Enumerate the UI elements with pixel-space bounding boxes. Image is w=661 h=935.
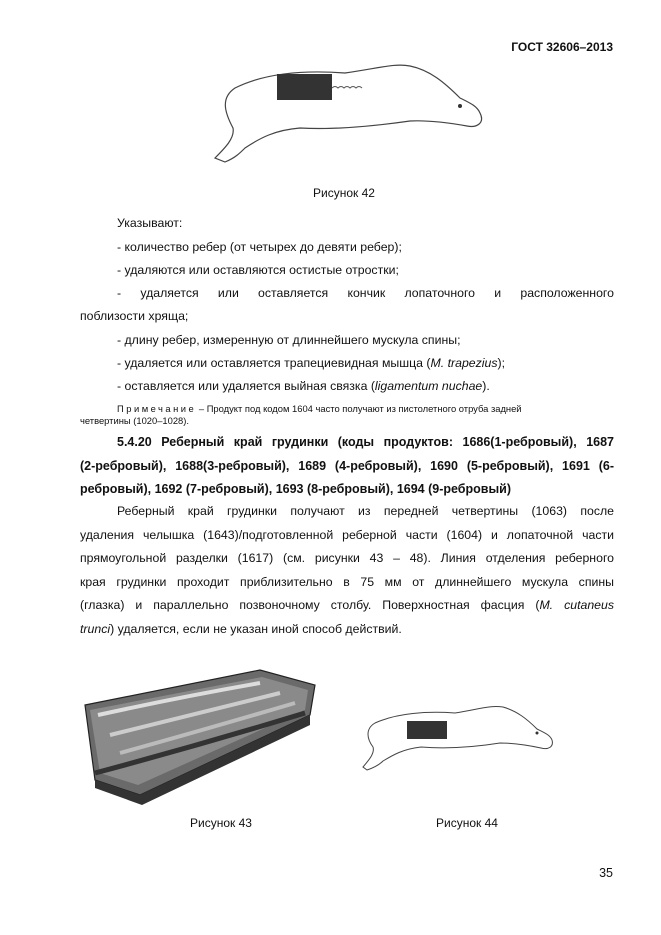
section-paragraph-line-5-latin: M. cutaneus [539, 598, 614, 612]
section-paragraph-line-6-text: ) удаляется, если не указан иной способ действий. [110, 621, 402, 636]
section-paragraph-line-4: края грудинки проходит приблизительно в 75 мм от длиннейшего мускула спины [80, 574, 614, 589]
section-paragraph-line-5-text: (глазка) и параллельно позвоночному столбу. Поверхностная фасция ( [80, 598, 540, 612]
note-text: – Продукт под кодом 1604 часто получают из пистолетного отруба задней [196, 403, 522, 414]
section-paragraph-line-5 [80, 594, 614, 618]
specify-item-1: - количество ребер (от четырех до девяти ребер); [117, 240, 402, 254]
figure-44-caption: Рисунок 44 [436, 816, 498, 830]
specify-item-3-cont: поблизости хряща; [80, 309, 189, 323]
specify-item-5-text: - удаляется или оставляется трапециевидная мышца ( [117, 356, 431, 370]
specify-item-6-end: ). [482, 379, 490, 393]
figure-43-rib-plate [80, 655, 320, 805]
specify-item-5-end: ); [497, 356, 506, 370]
document-standard-code: ГОСТ 32606–2013 [511, 40, 613, 54]
section-heading-line-1: 5.4.20 Реберный край грудинки (коды продуктов: 1686(1-ребровый), 1687 [117, 435, 614, 449]
figure-42-carcass-outline [205, 58, 505, 178]
specify-item-4: - длину ребер, измеренную от длиннейшего мускула спины; [117, 333, 461, 347]
figure-44-carcass-outline [355, 695, 565, 775]
page-number: 35 [599, 866, 613, 880]
section-paragraph-line-2: удаления челышка (1643)/подготовленной реберной части (1604) и лопаточной части [80, 527, 614, 542]
note-label: Примечание [117, 403, 197, 414]
specify-item-6-latin: ligamentum nuchae [374, 379, 483, 393]
specify-item-5 [117, 352, 505, 376]
note [80, 403, 614, 427]
specify-item-6 [117, 375, 490, 399]
section-paragraph-line-3: прямоугольной разделки (1617) (см. рисунки 43 – 48). Линия отделения реберного [80, 551, 614, 565]
section-paragraph-line-6 [80, 618, 614, 642]
section-heading [80, 431, 614, 502]
specify-intro: Указывают: [117, 216, 183, 230]
figure-42-caption: Рисунок 42 [313, 186, 375, 200]
section-paragraph-line-1: Реберный край грудинки получают из передней четвертины (1063) после [117, 504, 614, 518]
section-paragraph [80, 500, 614, 641]
figure-43-caption: Рисунок 43 [190, 816, 252, 830]
section-heading-line-3: ребровый), 1692 (7-ребровый), 1693 (8-ребровый), 1694 (9-ребровый) [80, 482, 511, 496]
specify-item-2: - удаляются или оставляются остистые отростки; [117, 263, 399, 277]
note-text-2: четвертины (1020–1028). [80, 415, 190, 426]
section-paragraph-line-6-latin: trunci [80, 621, 111, 636]
section-heading-line-2: (2-ребровый), 1688(3-ребровый), 1689 (4-ребровый), 1690 (5-ребровый), 1691 (6- [80, 458, 614, 473]
specify-item-6-text: - оставляется или удаляется выйная связка ( [117, 379, 375, 393]
specify-item-5-latin: M. trapezius [430, 356, 498, 370]
specify-item-3: - удаляется или оставляется кончик лопаточного и расположенного [117, 286, 614, 300]
